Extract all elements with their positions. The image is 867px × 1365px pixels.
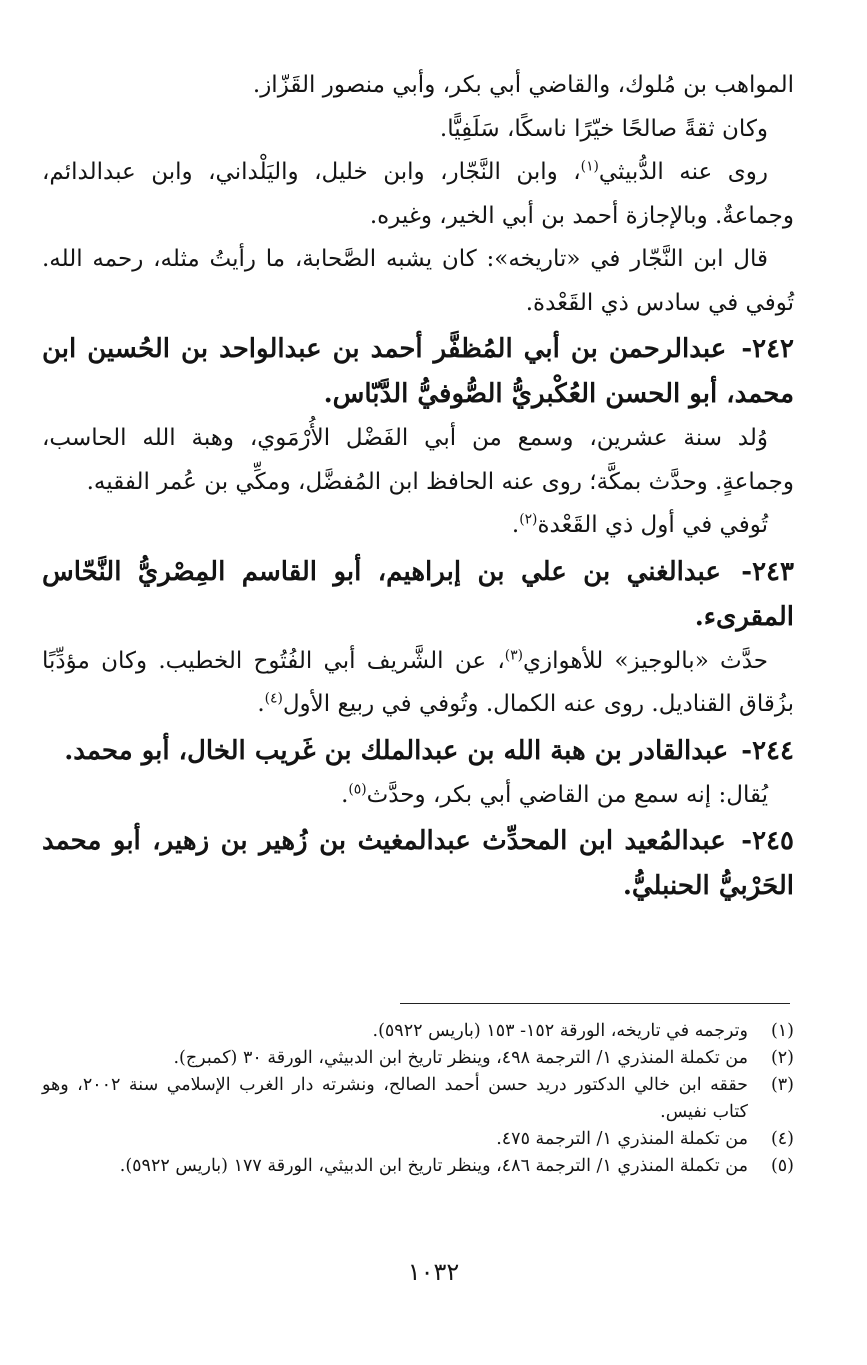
footnote-text: حققه ابن خالي الدكتور دريد حسن أحمد الصالح، ونشرته دار الغرب الإسلامي سنة ٢٠٠٢، وهو كتاب نفيس. — [42, 1075, 748, 1122]
footnote — [42, 1153, 794, 1180]
footnote — [42, 1072, 794, 1126]
paragraph: وكان ثقةً صالحًا خيّرًا ناسكًا، سَلَفِيًّا. — [439, 115, 768, 142]
footnote-number: (٤) — [770, 1129, 794, 1149]
footnote — [42, 1126, 794, 1153]
paragraph-text: تُوفي في أول ذي القَعْدة — [537, 512, 768, 538]
footnote-number: (٥) — [770, 1156, 794, 1176]
footnote-number: (١) — [770, 1021, 794, 1041]
entry-heading-244 — [42, 729, 794, 774]
entry-number: ٢٤٥- — [741, 826, 794, 856]
entry-title: عبدالقادر بن هبة الله بن عبدالملك بن غَريب الخال، أبو محمد. — [64, 735, 729, 766]
paragraph — [42, 640, 794, 727]
entry-heading-245 — [42, 819, 794, 909]
paragraph — [42, 504, 794, 548]
footnote-text: من تكملة المنذري ١/ الترجمة ٤٨٦، وينظر تاريخ ابن الدبيثي، الورقة ١٧٧ (باريس ٥٩٢٢). — [119, 1156, 748, 1176]
entry-heading-242 — [42, 327, 794, 417]
page-number: ١٠٣٢ — [407, 1258, 460, 1286]
entry-number: ٢٤٤- — [741, 735, 794, 766]
entry-number: ٢٤٢- — [741, 334, 795, 364]
paragraph — [42, 151, 794, 238]
footnote-ref-5: (٥) — [348, 780, 367, 797]
paragraph: وُلد سنة عشرين، وسمع من أبي الفَضْل الأُرْمَوي، وهبة الله الحاسب، وجماعةٍ. وحدَّث بمكَّة؛ روى عنه الحافظ ابن المُفضَّل، ومكِّي بن عُمر الفقيه. — [42, 425, 794, 495]
footnote-text: من تكملة المنذري ١/ الترجمة ٤٧٥. — [496, 1129, 748, 1149]
paragraph: قال ابن النَّجّار في «تاريخه»: كان يشبه الصَّحابة، ما رأيتُ مثله، رحمه الله. تُوفي في سادس ذي القَعْدة. — [42, 246, 794, 316]
footnote-ref-4: (٤) — [264, 690, 283, 707]
entry-heading-243 — [42, 550, 794, 640]
paragraph-text: يُقال: إنه سمع من القاضي أبي بكر، وحدَّث — [366, 781, 768, 808]
footnote-ref-2: (٢) — [519, 511, 538, 528]
entry-title: عبدالمُعيد ابن المحدِّث عبدالمغيث بن زُهير بن زهير، أبو محمد الحَرْبيُّ الحنبليُّ. — [42, 826, 794, 901]
main-text — [42, 64, 794, 909]
footnotes — [42, 1018, 794, 1180]
paragraph-text: . — [341, 781, 349, 808]
paragraph-text: ، وابن النَّجّار، وابن خليل، واليَلْداني، وابن عبدالدائم، وجماعةٌ. وبالإجازة أحمد بن أبي الخير، وغيره. — [42, 159, 794, 229]
entry-title: عبدالرحمن بن أبي المُظفَّر أحمد بن عبدالواحد بن الحُسين ابن محمد، أبو الحسن العُكْبريُّ الصُّوفيُّ الدَّبّاس. — [42, 334, 794, 409]
footnote-divider — [400, 1003, 790, 1004]
paragraph: المواهب بن مُلوك، والقاضي أبي بكر، وأبي منصور القَزّاز. — [252, 72, 794, 98]
paragraph-text: . — [511, 512, 520, 538]
paragraph-text: ، عن الشَّريف أبي الفُتُوح الخطيب. وكان مؤدِّبًا بزُقاق القناديل. روى عنه الكمال. وتُوفي في ربيع الأول — [42, 647, 794, 717]
footnote-ref-3: (٣) — [504, 646, 523, 663]
footnote-ref-1: (١) — [580, 158, 599, 175]
paragraph-text: حدَّث «بالوجيز» للأهوازي — [522, 647, 768, 674]
paragraph — [42, 774, 794, 818]
paragraph-text: . — [257, 691, 265, 717]
paragraph-text: روى عنه الدُّبيثي — [598, 159, 768, 185]
footnote — [42, 1045, 794, 1072]
footnote-text: من تكملة المنذري ١/ الترجمة ٤٩٨، وينظر تاريخ ابن الدبيثي، الورقة ٣٠ (كمبرج). — [173, 1048, 748, 1068]
entry-number: ٢٤٣- — [741, 556, 794, 587]
footnote — [42, 1018, 794, 1045]
footnote-text: وترجمه في تاريخه، الورقة ١٥٢- ١٥٣ (باريس ٥٩٢٢). — [372, 1021, 748, 1041]
entry-title: عبدالغني بن علي بن إبراهيم، أبو القاسم المِصْريُّ النَّحّاس المقرىء. — [42, 556, 794, 632]
footnote-number: (٢) — [770, 1048, 794, 1068]
footnote-number: (٣) — [770, 1075, 794, 1095]
